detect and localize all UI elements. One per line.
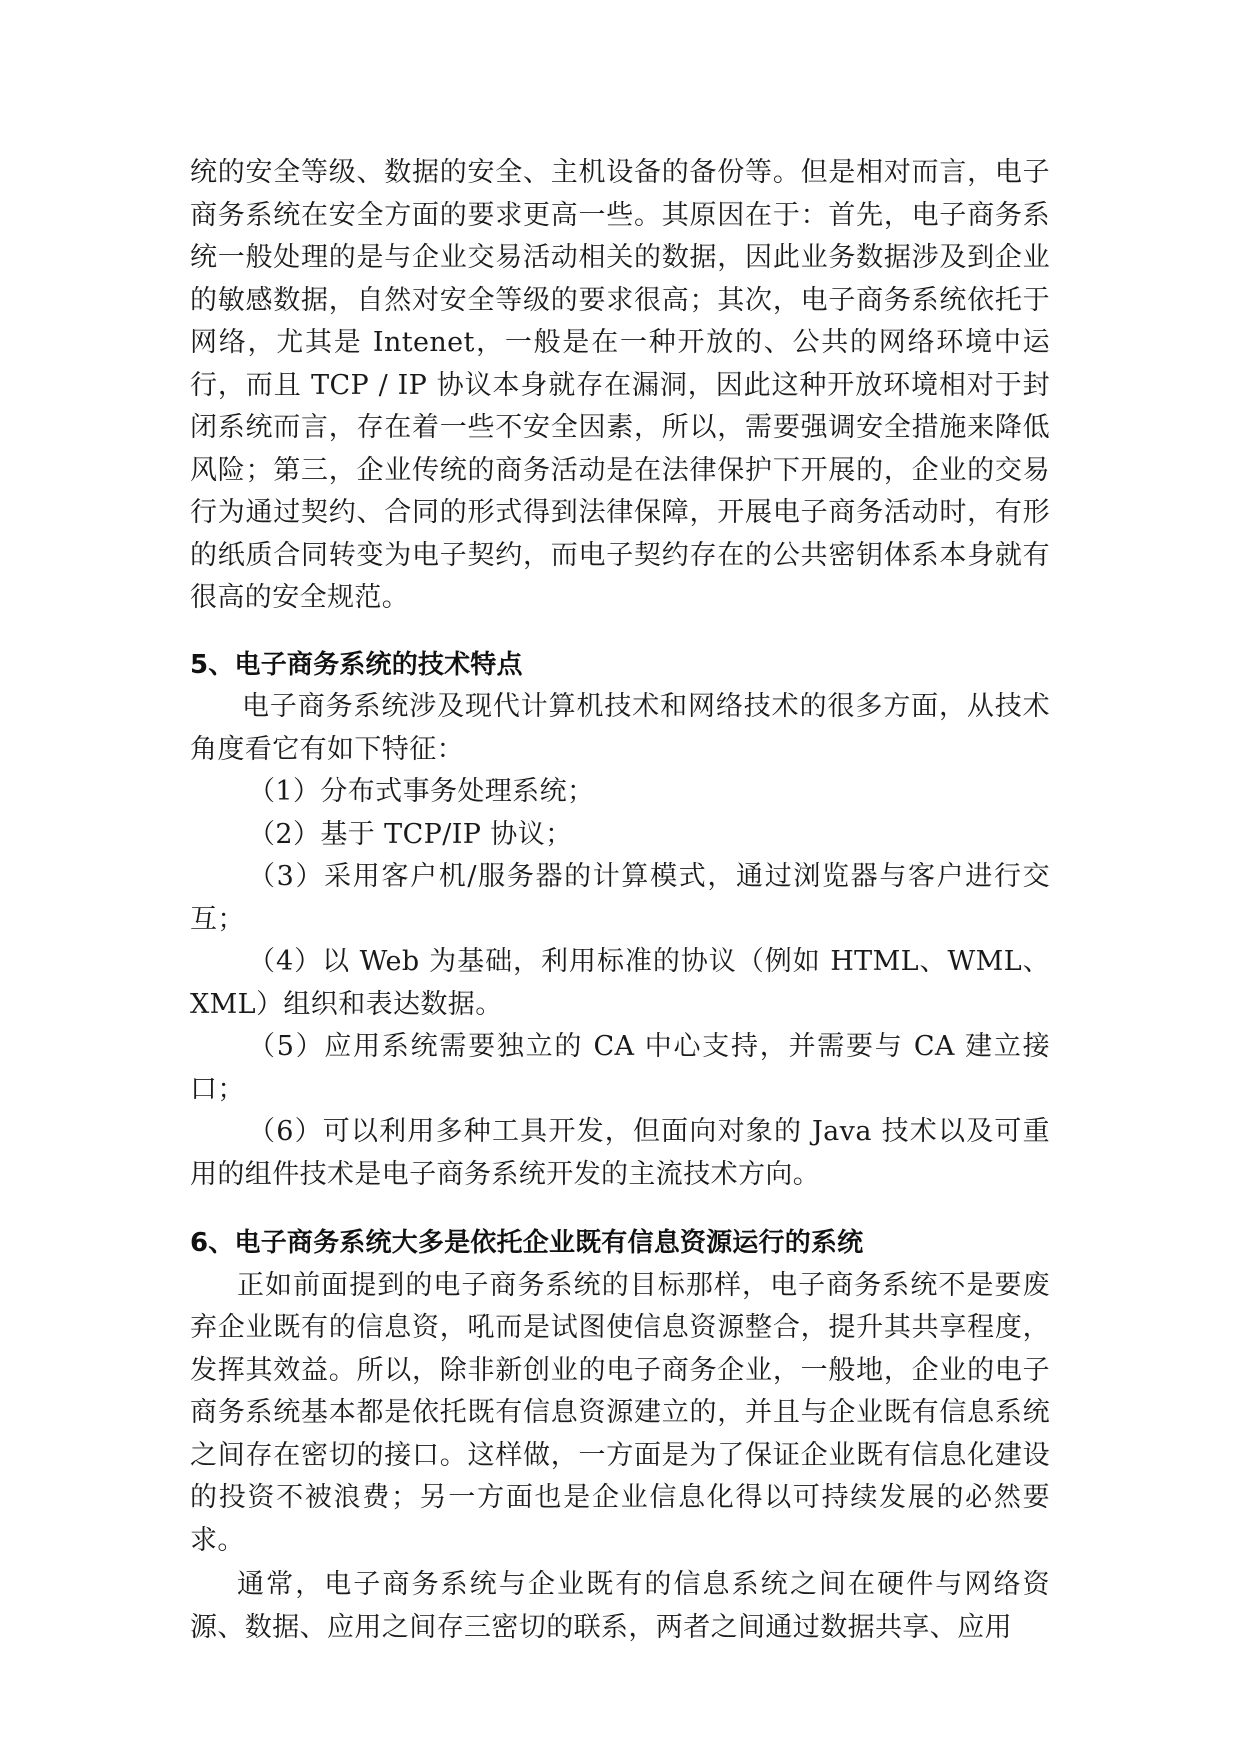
section-5-intro: 电子商务系统涉及现代计算机技术和网络技术的很多方面，从技术角度看它有如下特征： [190,691,1050,765]
section-5-item-3: （3）采用客户机/服务器的计算模式，通过浏览器与客户进行交互； [190,861,1050,935]
section-5-item-1: （1）分布式事务处理系统； [248,776,595,807]
section-6-heading: 6、电子商务系统大多是依托企业既有信息资源运行的系统 [190,1228,864,1258]
section-6-paragraph-2: 通常，电子商务系统与企业既有的信息系统之间在硬件与网络资源、数据、应用之间存三密切的联系，两者之间通过数据共享、应用 [190,1569,1050,1643]
section-5-item-6: （6）可以利用多种工具开发，但面向对象的 Java 技术以及可重用的组件技术是电子商务系统开发的主流技术方向。 [190,1116,1050,1190]
section-6-paragraph-1: 正如前面提到的电子商务系统的目标那样，电子商务系统不是要废弃企业既有的信息资，吼而是试图使信息资源整合，提升其共享程度，发挥其效益。所以，除非新创业的电子商务企业，一般地，企业的电子商务系统基本都是依托既有信息资源建立的，并且与企业既有信息系统之间存在密切的接口。这样做，一方面是为了保证企业既有信息化建设的投资不被浪费；另一方面也是企业信息化得以可持续发展的必然要求。 [190,1269,1050,1556]
intro-paragraph: 统的安全等级、数据的安全、主机设备的备份等。但是相对而言，电子商务系统在安全方面的要求更高一些。其原因在于：首先，电子商务系统一般处理的是与企业交易活动相关的数据，因此业务数据涉及到企业的敏感数据，自然对安全等级的要求很高；其次，电子商务系统依托于网络，尤其是 Intenet，一般是在一种开放的、公共的网络环境中运行，而且 TCP / IP 协议本身就存在漏洞，因此这种开放环境相对于封闭系统而言，存在着一些不安全因素，所以，需要强调安全措施来降低风险；第三，企业传统的商务活动是在法律保护下开展的，企业的交易行为通过契约、合同的形式得到法律保障，开展电子商务活动时，有形的纸质合同转变为电子契约，而电子契约存在的公共密钥体系本身就有很高的安全规范。 [190,157,1050,613]
section-5-heading: 5、电子商务系统的技术特点 [190,649,523,680]
section-5-item-4: （4）以 Web 为基础，利用标准的协议（例如 HTML、WML、XML）组织和表达数据。 [190,946,1050,1020]
section-5-item-2: （2）基于 TCP/IP 协议； [248,818,573,850]
section-5-item-5: （5）应用系统需要独立的 CA 中心支持，并需要与 CA 建立接口； [190,1031,1050,1105]
document-body [190,152,1050,1649]
